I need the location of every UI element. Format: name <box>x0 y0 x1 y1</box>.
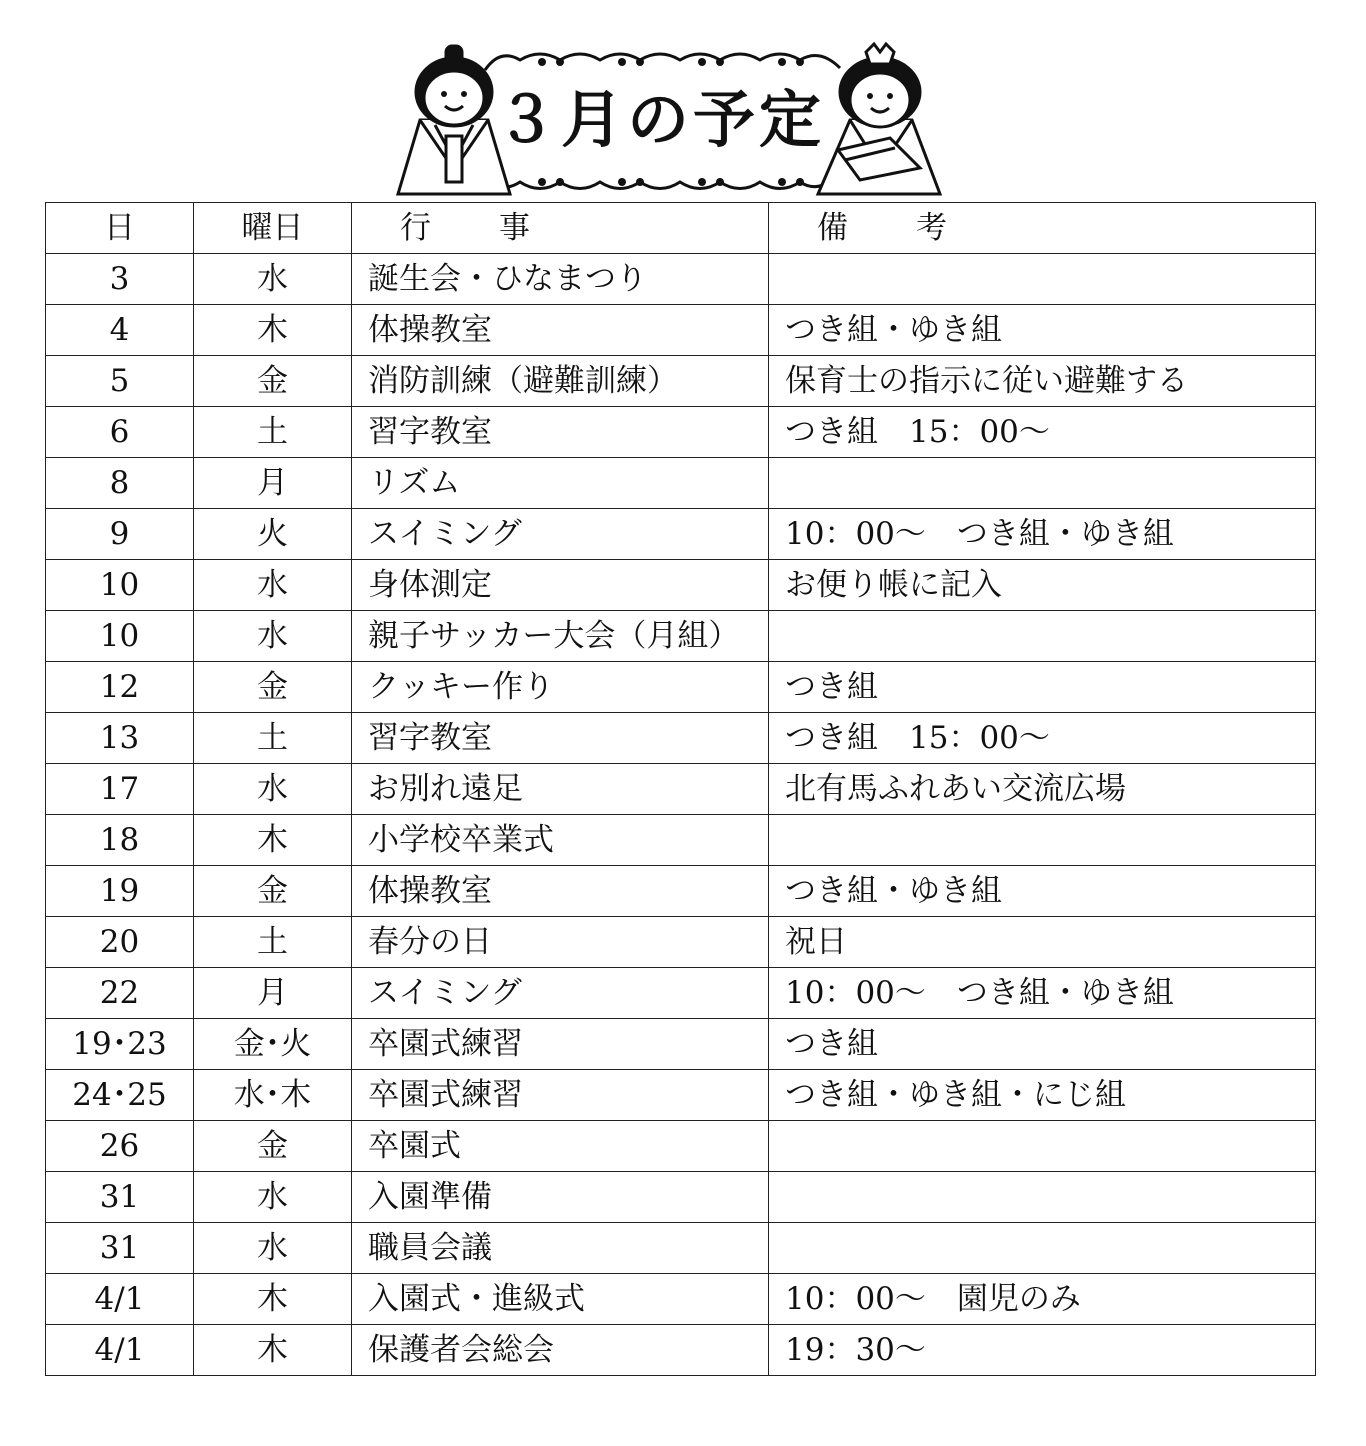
cell-day: 9 <box>46 509 194 560</box>
cell-day: 3 <box>46 254 194 305</box>
table-row <box>46 1019 1316 1070</box>
table-row <box>46 509 1316 560</box>
table-row <box>46 1274 1316 1325</box>
schedule-rows <box>46 254 1316 1376</box>
table-row <box>46 356 1316 407</box>
cell-note: つき組・ゆき組 <box>769 305 1316 356</box>
table-header-row <box>46 203 1316 254</box>
cell-weekday: 水 <box>194 1172 352 1223</box>
cell-event: 卒園式練習 <box>352 1070 769 1121</box>
cell-day: 12 <box>46 662 194 713</box>
schedule-table <box>45 202 1316 1376</box>
table-row <box>46 458 1316 509</box>
cell-note: 10：00～ つき組・ゆき組 <box>769 509 1316 560</box>
cell-event: スイミング <box>352 968 769 1019</box>
cell-day: 10 <box>46 611 194 662</box>
cell-event: 体操教室 <box>352 305 769 356</box>
cell-weekday: 水 <box>194 1223 352 1274</box>
cell-event: 体操教室 <box>352 866 769 917</box>
table-row <box>46 1223 1316 1274</box>
cell-weekday: 金 <box>194 1121 352 1172</box>
page-title: ３月の予定 <box>495 83 826 156</box>
cell-note: つき組・ゆき組 <box>769 866 1316 917</box>
cell-day: 17 <box>46 764 194 815</box>
cell-day: 4 <box>46 305 194 356</box>
cell-note <box>769 815 1316 866</box>
table-row <box>46 968 1316 1019</box>
cell-day: 5 <box>46 356 194 407</box>
cell-day: 13 <box>46 713 194 764</box>
cell-day: 4/1 <box>46 1274 194 1325</box>
cell-day: 26 <box>46 1121 194 1172</box>
cell-weekday: 金･火 <box>194 1019 352 1070</box>
cell-note <box>769 458 1316 509</box>
table-row <box>46 662 1316 713</box>
cell-weekday: 木 <box>194 1325 352 1376</box>
cell-weekday: 月 <box>194 968 352 1019</box>
cell-event: 卒園式 <box>352 1121 769 1172</box>
cell-event: 入園準備 <box>352 1172 769 1223</box>
cell-note: つき組 <box>769 1019 1316 1070</box>
cell-note: 保育士の指示に従い避難する <box>769 356 1316 407</box>
cell-note: つき組・ゆき組・にじ組 <box>769 1070 1316 1121</box>
cell-weekday: 土 <box>194 407 352 458</box>
cell-event: 職員会議 <box>352 1223 769 1274</box>
male-doll-icon <box>398 46 510 194</box>
table-row <box>46 254 1316 305</box>
cell-event: クッキー作り <box>352 662 769 713</box>
cell-day: 4/1 <box>46 1325 194 1376</box>
cell-day: 10 <box>46 560 194 611</box>
cell-note: 北有馬ふれあい交流広場 <box>769 764 1316 815</box>
cell-weekday: 金 <box>194 356 352 407</box>
cell-event: 入園式・進級式 <box>352 1274 769 1325</box>
cell-weekday: 金 <box>194 866 352 917</box>
cell-note: 19：30～ <box>769 1325 1316 1376</box>
cell-day: 22 <box>46 968 194 1019</box>
cell-day: 31 <box>46 1223 194 1274</box>
cell-note <box>769 1223 1316 1274</box>
cell-weekday: 土 <box>194 713 352 764</box>
cell-note: 10：00～ つき組・ゆき組 <box>769 968 1316 1019</box>
cell-note: 10：00～ 園児のみ <box>769 1274 1316 1325</box>
table-row <box>46 611 1316 662</box>
cell-day: 19･23 <box>46 1019 194 1070</box>
table-row <box>46 407 1316 458</box>
table-row <box>46 560 1316 611</box>
cell-event: 身体測定 <box>352 560 769 611</box>
column-header-event: 行 事 <box>352 203 769 254</box>
cell-weekday: 木 <box>194 305 352 356</box>
cell-event: 習字教室 <box>352 407 769 458</box>
cell-event: 保護者会総会 <box>352 1325 769 1376</box>
cell-event: 小学校卒業式 <box>352 815 769 866</box>
table-row <box>46 713 1316 764</box>
cell-day: 24･25 <box>46 1070 194 1121</box>
cell-weekday: 金 <box>194 662 352 713</box>
cell-event: リズム <box>352 458 769 509</box>
table-row <box>46 866 1316 917</box>
cell-weekday: 土 <box>194 917 352 968</box>
cell-day: 19 <box>46 866 194 917</box>
cell-note <box>769 1121 1316 1172</box>
cell-event: 親子サッカー大会（月組） <box>352 611 769 662</box>
cell-event: 習字教室 <box>352 713 769 764</box>
table-row <box>46 305 1316 356</box>
cell-note: お便り帳に記入 <box>769 560 1316 611</box>
table-row <box>46 1172 1316 1223</box>
cell-day: 31 <box>46 1172 194 1223</box>
table-row <box>46 1070 1316 1121</box>
column-header-weekday: 曜日 <box>194 203 352 254</box>
cell-note: 祝日 <box>769 917 1316 968</box>
table-row <box>46 815 1316 866</box>
cell-day: 20 <box>46 917 194 968</box>
table-row <box>46 917 1316 968</box>
cell-weekday: 水･木 <box>194 1070 352 1121</box>
cell-weekday: 木 <box>194 815 352 866</box>
cell-event: 消防訓練（避難訓練） <box>352 356 769 407</box>
cell-weekday: 水 <box>194 560 352 611</box>
title-banner <box>390 40 950 200</box>
cell-weekday: 水 <box>194 254 352 305</box>
cell-weekday: 木 <box>194 1274 352 1325</box>
cell-note <box>769 1172 1316 1223</box>
cell-weekday: 水 <box>194 764 352 815</box>
table-row <box>46 1325 1316 1376</box>
cell-note <box>769 611 1316 662</box>
cell-day: 18 <box>46 815 194 866</box>
cell-weekday: 水 <box>194 611 352 662</box>
cell-note: つき組 <box>769 662 1316 713</box>
cell-weekday: 火 <box>194 509 352 560</box>
cell-note: つき組 15：00～ <box>769 407 1316 458</box>
column-header-day: 日 <box>46 203 194 254</box>
cell-event: 春分の日 <box>352 917 769 968</box>
table-row <box>46 764 1316 815</box>
cell-day: 8 <box>46 458 194 509</box>
cell-event: スイミング <box>352 509 769 560</box>
table-row <box>46 1121 1316 1172</box>
column-header-note: 備 考 <box>769 203 1316 254</box>
cell-weekday: 月 <box>194 458 352 509</box>
cell-event: 誕生会・ひなまつり <box>352 254 769 305</box>
cell-note: つき組 15：00～ <box>769 713 1316 764</box>
cell-day: 6 <box>46 407 194 458</box>
cell-event: お別れ遠足 <box>352 764 769 815</box>
cell-note <box>769 254 1316 305</box>
cell-event: 卒園式練習 <box>352 1019 769 1070</box>
